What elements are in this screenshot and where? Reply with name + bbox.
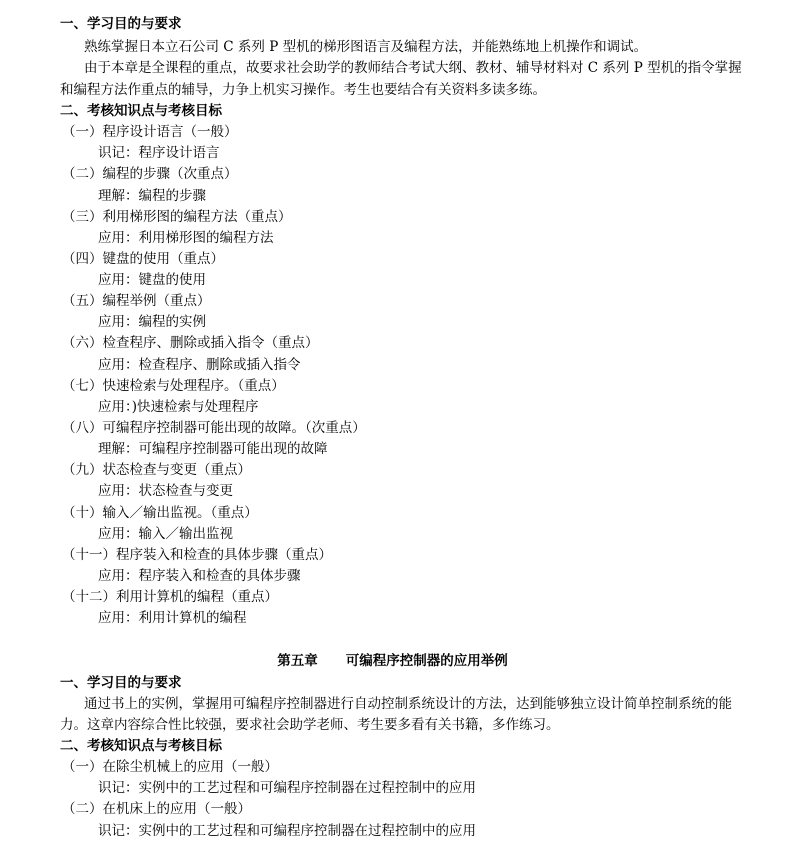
assessment-goal: 应用：键盘的使用: [98, 272, 206, 288]
assessment-goal: 应用：利用梯形图的编程方法: [98, 230, 274, 246]
assessment-goal: 应用：输入／输出监视: [98, 526, 233, 542]
chapter-number: 第五章: [277, 653, 318, 669]
section-heading: 一、学习目的与要求: [60, 16, 182, 32]
chapter-title: [0, 651, 785, 672]
assessment-goal: 应用：)快速检索与处理程序: [98, 399, 259, 415]
paragraph: 由于本章是全课程的重点，故要求社会助学的教师结合考试大纲、教材、辅导材料对 C 系列 P 型机的指令掌握: [84, 60, 742, 76]
knowledge-point: （一）在除尘机械上的应用（一般）: [62, 759, 278, 775]
section-heading: 二、考核知识点与考核目标: [60, 103, 222, 119]
assessment-goal: 识记：程序设计语言: [98, 145, 220, 161]
knowledge-point: （七）快速检索与处理程序。（重点）: [62, 378, 285, 394]
knowledge-point: （四）键盘的使用（重点）: [62, 251, 224, 267]
chapter-name: 可编程序控制器的应用举例: [345, 653, 508, 669]
knowledge-point: （二）在机床上的应用（一般）: [62, 801, 251, 817]
knowledge-point: （三）利用梯形图的编程方法（重点）: [62, 209, 292, 225]
assessment-goal: 理解：可编程序控制器可能出现的故障: [98, 441, 328, 457]
section-heading: 一、学习目的与要求: [60, 675, 182, 691]
paragraph: 熟练掌握日本立石公司 C 系列 P 型机的梯形图语言及编程方法，并能熟练地上机操作和调试。: [84, 39, 648, 55]
assessment-goal: 理解：编程的步骤: [98, 188, 206, 204]
knowledge-point: （十）输入／输出监视。（重点）: [62, 505, 258, 521]
paragraph-continuation: 和编程方法作重点的辅导，力争上机实习操作。考生也要结合有关资料多读多练。: [60, 82, 546, 98]
knowledge-point: （六）检查程序、删除或插入指令（重点）: [62, 335, 319, 351]
paragraph: 通过书上的实例，掌握用可编程序控制器进行自动控制系统设计的方法，达到能够独立设计简单控制系统的能: [84, 696, 732, 712]
assessment-goal: 识记：实例中的工艺过程和可编程序控制器在过程控制中的应用: [98, 823, 476, 839]
assessment-goal: 应用：程序装入和检查的具体步骤: [98, 568, 301, 584]
paragraph-continuation: 力。这章内容综合性比较强，要求社会助学老师、考生要多看有关书籍，多作练习。: [60, 717, 560, 733]
assessment-goal: 应用：利用计算机的编程: [98, 610, 247, 626]
knowledge-point: （二）编程的步骤（次重点）: [62, 166, 238, 182]
assessment-goal: 识记：实例中的工艺过程和可编程序控制器在过程控制中的应用: [98, 780, 476, 796]
section-heading: 二、考核知识点与考核目标: [60, 738, 222, 754]
knowledge-point: （十一）程序装入和检查的具体步骤（重点）: [62, 547, 332, 563]
knowledge-point: （九）状态检查与变更（重点）: [62, 462, 251, 478]
assessment-goal: 应用：检查程序、删除或插入指令: [98, 357, 301, 373]
knowledge-point: （八）可编程序控制器可能出现的故障。（次重点）: [62, 420, 366, 436]
knowledge-point: （五）编程举例（重点）: [62, 293, 211, 309]
knowledge-point: （十二）利用计算机的编程（重点）: [62, 589, 278, 605]
assessment-goal: 应用：状态检查与变更: [98, 483, 233, 499]
assessment-goal: 应用：编程的实例: [98, 314, 206, 330]
knowledge-point: （一）程序设计语言（一般）: [62, 124, 238, 140]
